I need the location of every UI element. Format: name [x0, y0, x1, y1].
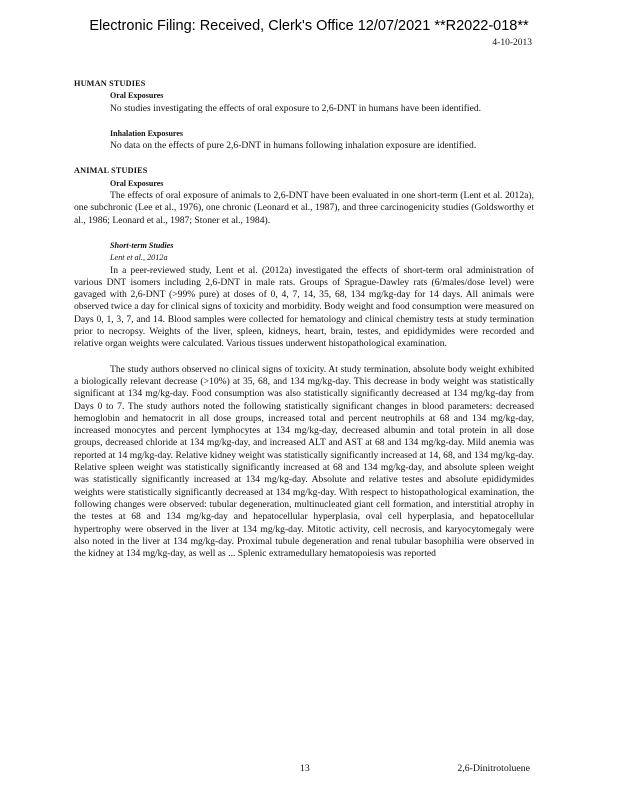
oral-exposures-text: No studies investigating the effects of oral exposure to 2,6-DNT in humans have been identified.: [110, 102, 482, 114]
document-date: 4-10-2013: [492, 38, 532, 48]
oral-exposures-heading: Oral Exposures: [110, 91, 164, 101]
inhalation-exposures-text: No data on the effects of pure 2,6-DNT in humans following inhalation exposure are identified.: [110, 140, 477, 152]
filing-stamp: Electronic Filing: Received, Clerk's Office 12/07/2021 **R2022-018**: [89, 18, 529, 34]
short-term-paragraph-1: In a peer-reviewed study, Lent et al. (2012a) investigated the effects of short-term oral administration of various DNT isomers including 2,6-DNT in male rats. Groups of Sprague-Dawley rats (6/males/dose level) were gavaged with 2,6-DNT (>99% pure) at doses of 0, 4, 7, 14, 35, 68, 134 mg/kg-day for 14 days. All animals were observed twice a day for clinical signs of toxicity and morbidity. Body weight and food consumption were measured on Days 0, 1, 3, 7, and 14. Blood samples were collected for hematology and clinical chemistry tests at study termination prior to necropsy. Weights of the liver, spleen, kidneys, heart, brain, testes, and epididymides were recorded and relative organ weights were calculated. Various tissues underwent histopathological examination.: [74, 264, 534, 350]
study-citation: Lent et al., 2012a: [110, 253, 168, 263]
page-number: 13: [300, 763, 310, 774]
animal-oral-exposures-text: The effects of oral exposure of animals to 2,6-DNT have been evaluated in one short-term (Lent et al. 2012a), one subchronic (Lee et al., 1976), one chronic (Leonard et al., 1987), and three carcinogenicity studies (Goldsworthy et al., 1986; Leonard et al., 1987; Stoner et al., 1984).: [74, 190, 534, 226]
short-term-studies-heading: Short-term Studies: [110, 240, 174, 250]
footer-document-title: 2,6-Dinitrotoluene: [457, 763, 530, 774]
document-body: [74, 78, 534, 560]
short-term-paragraph-2: The study authors observed no clinical signs of toxicity. At study termination, absolute body weight exhibited a biologically relevant decrease (>10%) at 35, 68, and 134 mg/kg-day. This decrease in body weight was statistically significant at 134 mg/kg-day. Food consumption was also statistically significantly decreased at 134 mg/kg-day from Days 0 to 7. The study authors noted the following statistically significant changes in blood parameters: decreased hemoglobin and hematocrit in all dose groups, increased total and percent neutrophils at 68 and 134 mg/kg-day, increased monocytes and percent lymphocytes at 134 mg/kg-day, decreased albumin and total protein in all dose groups, decreased chloride at 134 mg/kg-day, and increased ALT and AST at 68 and 134 mg/kg-day. Mild anemia was reported at 14 mg/kg-day. Relative kidney weight was statistically significantly increased at 14, 68, and 134 mg/kg-day. Relative spleen weight was statistically significantly increased at 68 and 134 mg/kg-day, and absolute spleen weight was statistically significantly increased at 134 mg/kg-day. Absolute and relative testes and absolute epididymides weights were statistically significantly decreased at 134 mg/kg-day. With respect to histopathological examination, the following changes were observed: tubular degeneration, multinucleated giant cell formation, and interstitial atrophy in the testes at 68 and 134 mg/kg-day and hepatocellular hyperplasia, oval cell hyperplasia, and hepatocellular hypertrophy were observed in the liver at 134 mg/kg-day. Mitotic activity, cell necrosis, and karyocytomegaly were also noted in the liver at 134 mg/kg-day. Proximal tubule degeneration and renal tubular basophilia were observed in the kidney at 134 mg/kg-day, as well as ... Splenic extramedullary hematopoiesis was reported: [74, 363, 534, 560]
inhalation-exposures-heading: Inhalation Exposures: [110, 128, 183, 138]
animal-oral-exposures-heading: Oral Exposures: [110, 178, 164, 188]
animal-studies-heading: ANIMAL STUDIES: [74, 166, 148, 176]
human-studies-heading: HUMAN STUDIES: [74, 79, 146, 88]
